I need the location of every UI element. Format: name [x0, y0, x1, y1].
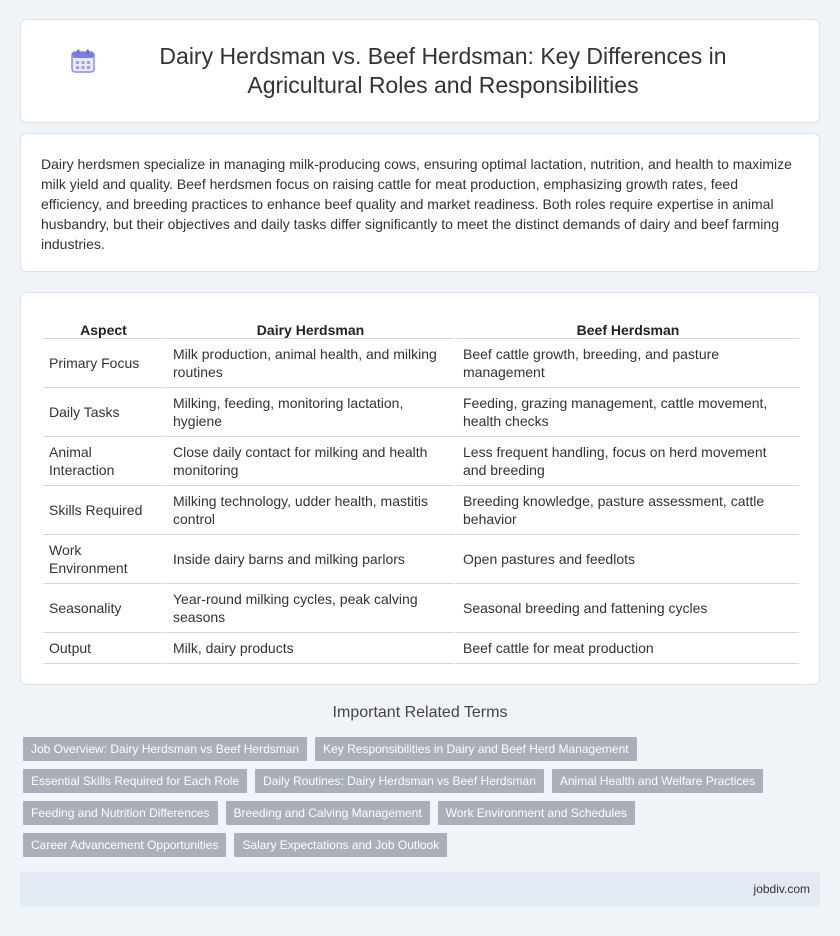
intro-card [20, 133, 820, 272]
beef-cell: Seasonal breeding and fattening cycles [454, 584, 799, 633]
column-header-aspect: Aspect [43, 313, 164, 339]
related-term-tag[interactable]: Daily Routines: Dairy Herdsman vs Beef Herdsman [255, 769, 544, 793]
beef-cell: Beef cattle for meat production [454, 633, 799, 664]
aspect-cell: Work Environment [43, 535, 164, 584]
aspect-cell: Skills Required [43, 486, 164, 535]
dairy-cell: Milk, dairy products [164, 633, 454, 664]
table-row [43, 388, 799, 437]
related-terms-list [23, 737, 813, 865]
aspect-cell: Output [43, 633, 164, 664]
aspect-cell: Primary Focus [43, 339, 164, 388]
related-term-tag[interactable]: Career Advancement Opportunities [23, 833, 226, 857]
related-term-tag[interactable]: Breeding and Calving Management [226, 801, 430, 825]
beef-cell: Beef cattle growth, breeding, and pasture management [454, 339, 799, 388]
related-term-tag[interactable]: Job Overview: Dairy Herdsman vs Beef Herdsman [23, 737, 307, 761]
related-term-tag[interactable]: Key Responsibilities in Dairy and Beef Herd Management [315, 737, 637, 761]
dairy-cell: Year-round milking cycles, peak calving seasons [164, 584, 454, 633]
table-row [43, 437, 799, 486]
beef-cell: Feeding, grazing management, cattle movement, health checks [454, 388, 799, 437]
footer [20, 872, 820, 906]
related-term-tag[interactable]: Salary Expectations and Job Outlook [234, 833, 447, 857]
column-header-dairy: Dairy Herdsman [164, 313, 454, 339]
aspect-cell: Animal Interaction [43, 437, 164, 486]
beef-cell: Breeding knowledge, pasture assessment, cattle behavior [454, 486, 799, 535]
table-row [43, 339, 799, 388]
related-term-tag[interactable]: Animal Health and Welfare Practices [552, 769, 763, 793]
table-row [43, 633, 799, 664]
column-header-beef: Beef Herdsman [454, 313, 799, 339]
dairy-cell: Inside dairy barns and milking parlors [164, 535, 454, 584]
table-row [43, 535, 799, 584]
header-card [20, 19, 820, 123]
table-header-row [43, 313, 799, 339]
comparison-table-card [20, 292, 820, 685]
footer-site-link[interactable]: jobdiv.com [753, 882, 810, 896]
table-row [43, 486, 799, 535]
intro-paragraph: Dairy herdsmen specialize in managing milk-producing cows, ensuring optimal lactation, nutrition, and health to maximize milk yield and quality. Beef herdsmen focus on raising cattle for meat production, emphasizing growth rates, feed efficiency, and breeding practices to enhance beef quality and market readiness. Both roles require expertise in animal husbandry, but their objectives and daily tasks differ significantly to meet the distinct demands of dairy and beef farming industries. [41, 156, 792, 252]
beef-cell: Less frequent handling, focus on herd movement and breeding [454, 437, 799, 486]
related-terms-heading: Important Related Terms [332, 704, 508, 721]
comparison-table [43, 313, 799, 664]
table-row [43, 584, 799, 633]
related-term-tag[interactable]: Work Environment and Schedules [438, 801, 635, 825]
dairy-cell: Milking, feeding, monitoring lactation, hygiene [164, 388, 454, 437]
dairy-cell: Milk production, animal health, and milking routines [164, 339, 454, 388]
aspect-cell: Seasonality [43, 584, 164, 633]
aspect-cell: Daily Tasks [43, 388, 164, 437]
beef-cell: Open pastures and feedlots [454, 535, 799, 584]
dairy-cell: Milking technology, udder health, mastitis control [164, 486, 454, 535]
calendar-icon [70, 48, 96, 74]
related-term-tag[interactable]: Feeding and Nutrition Differences [23, 801, 218, 825]
dairy-cell: Close daily contact for milking and health monitoring [164, 437, 454, 486]
page-title: Dairy Herdsman vs. Beef Herdsman: Key Differences in Agricultural Roles and Responsibilities [159, 43, 727, 98]
related-term-tag[interactable]: Essential Skills Required for Each Role [23, 769, 247, 793]
